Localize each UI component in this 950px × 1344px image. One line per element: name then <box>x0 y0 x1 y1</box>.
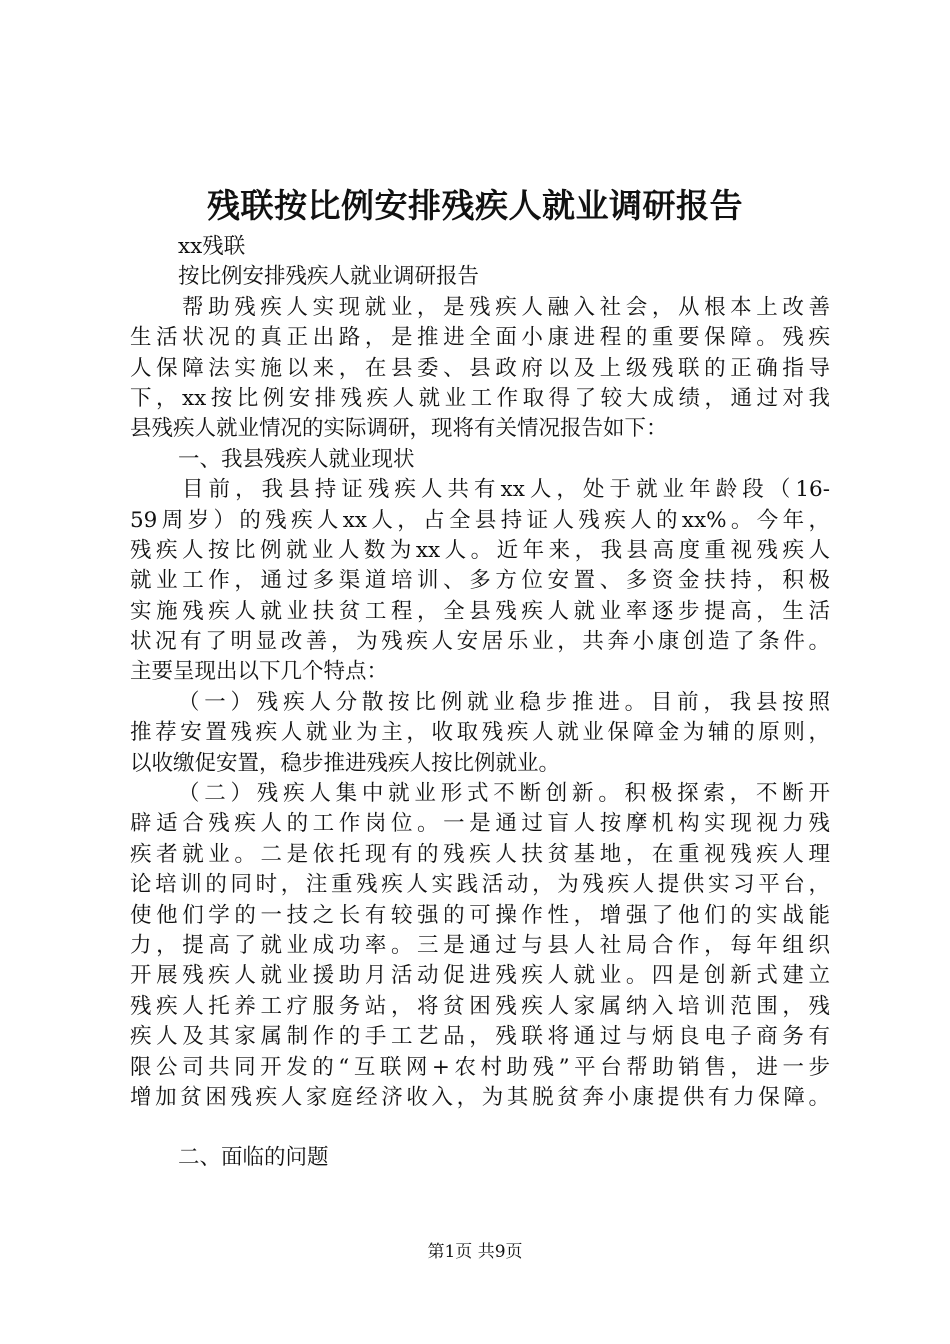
paragraph-line: 帮助残疾人实现就业，是残疾人融入社会，从根本上改善 <box>182 294 830 320</box>
section-heading: 一、我县残疾人就业现状 <box>178 446 415 472</box>
document-title: 残联按比例安排残疾人就业调研报告 <box>207 186 743 225</box>
paragraph-line: 残疾人按比例就业人数为xx人。近年来，我县高度重视残疾人 <box>130 537 830 563</box>
organization-line: xx残联 <box>178 234 246 259</box>
paragraph-line: 力，提高了就业成功率。三是通过与县人社局合作，每年组织 <box>130 932 830 958</box>
paragraph-line: 59周岁）的残疾人xx人，占全县持证人残疾人的xx%。今年， <box>130 507 830 533</box>
paragraph-line: 状况有了明显改善，为残疾人安居乐业，共奔小康创造了条件。 <box>130 629 830 655</box>
paragraph-line: （一）残疾人分散按比例就业稳步推进。目前，我县按照 <box>178 689 830 715</box>
paragraph-line: （二）残疾人集中就业形式不断创新。积极探索，不断开 <box>178 781 830 807</box>
paragraph-line: 论培训的同时，注重残疾人实践活动，为残疾人提供实习平台， <box>130 872 830 898</box>
paragraph-line: 限公司共同开发的“互联网+农村助残”平台帮助销售，进一步 <box>130 1054 830 1080</box>
paragraph-line: 县残疾人就业情况的实际调研，现将有关情况报告如下： <box>130 416 668 442</box>
report-subtitle: 按比例安排残疾人就业调研报告 <box>178 264 480 290</box>
document-body <box>130 232 830 1174</box>
paragraph-line: 以收缴促安置，稳步推进残疾人按比例就业。 <box>130 750 561 776</box>
paragraph-line: 实施残疾人就业扶贫工程，全县残疾人就业率逐步提高，生活 <box>130 598 830 624</box>
paragraph-line: 残疾人托养工疗服务站，将贫困残疾人家属纳入培训范围，残 <box>130 993 830 1019</box>
paragraph-line: 下，xx按比例安排残疾人就业工作取得了较大成绩，通过对我 <box>130 385 830 411</box>
paragraph-line: 使他们学的一技之长有较强的可操作性，增强了他们的实战能 <box>130 902 830 928</box>
paragraph-line: 辟适合残疾人的工作岗位。一是通过盲人按摩机构实现视力残 <box>130 811 830 837</box>
paragraph-line: 增加贫困残疾人家庭经济收入，为其脱贫奔小康提供有力保障。 <box>130 1084 830 1110</box>
paragraph-line: 主要呈现出以下几个特点： <box>130 659 389 685</box>
paragraph-line: 疾者就业。二是依托现有的残疾人扶贫基地，在重视残疾人理 <box>130 841 830 867</box>
paragraph-line: 人保障法实施以来，在县委、县政府以及上级残联的正确指导 <box>130 355 830 381</box>
paragraph-line: 开展残疾人就业援助月活动促进残疾人就业。四是创新式建立 <box>130 963 830 989</box>
paragraph-gap <box>130 1113 830 1143</box>
paragraph-line: 推荐安置残疾人就业为主，收取残疾人就业保障金为辅的原则， <box>130 720 830 746</box>
paragraph-line: 目前，我县持证残疾人共有xx人，处于就业年龄段（16- <box>182 477 830 503</box>
paragraph-line: 生活状况的真正出路，是推进全面小康进程的重要保障。残疾 <box>130 325 830 351</box>
page-footer: 第1页 共9页 <box>427 1242 523 1262</box>
paragraph-line: 就业工作，通过多渠道培训、多方位安置、多资金扶持，积极 <box>130 568 830 594</box>
section-heading: 二、面临的问题 <box>178 1145 329 1171</box>
paragraph-line: 疾人及其家属制作的手工艺品，残联将通过与炳良电子商务有 <box>130 1024 830 1050</box>
